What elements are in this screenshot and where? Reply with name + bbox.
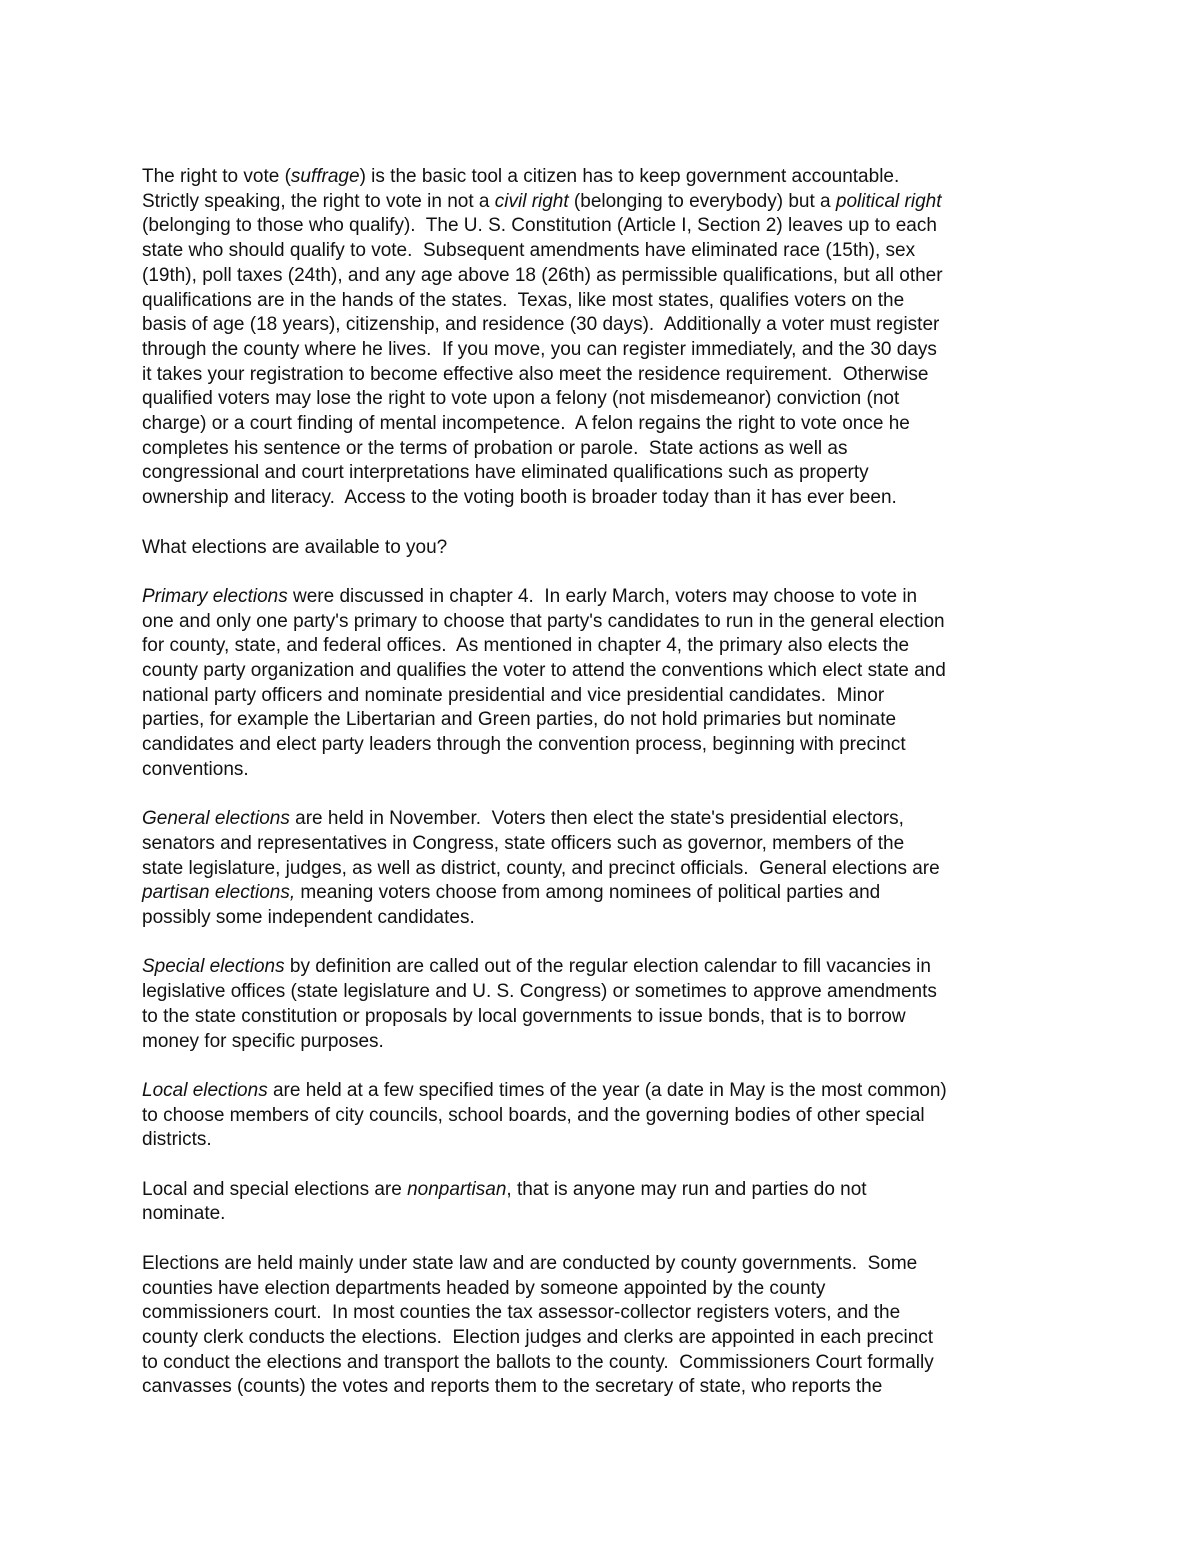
text-line	[142, 610, 1072, 635]
text-line	[142, 437, 1072, 462]
text-run: counties have election departments headed by someone appointed by the county	[142, 1277, 826, 1299]
text-run: it takes your registration to become effective also meet the residence requirement. Otherwise	[142, 363, 929, 385]
text-line	[142, 1104, 1072, 1129]
text-line	[142, 807, 1072, 832]
text-line	[142, 1178, 1072, 1203]
text-run: congressional and court interpretations have eliminated qualifications such as property	[142, 462, 869, 484]
text-run: Elections are held mainly under state law and are conducted by county governments. Some	[142, 1252, 918, 1274]
text-line	[142, 585, 1072, 610]
text-line	[142, 1351, 1072, 1376]
text-run: districts.	[142, 1129, 212, 1151]
text-run: basis of age (18 years), citizenship, and residence (30 days). Additionally a voter must register	[142, 314, 940, 336]
text-line	[142, 363, 1072, 388]
text-line	[142, 634, 1072, 659]
text-line	[142, 758, 1072, 783]
text-line	[142, 1005, 1072, 1030]
italic-term: Primary elections	[142, 585, 288, 607]
text-line	[142, 264, 1072, 289]
text-run: were discussed in chapter 4. In early March, voters may choose to vote in	[287, 585, 918, 607]
text-run: nominate.	[142, 1203, 226, 1225]
text-line	[142, 684, 1072, 709]
text-line	[142, 857, 1072, 882]
text-run: (belonging to those who qualify). The U. S. Constitution (Article I, Section 2) leaves up to each	[142, 215, 937, 237]
italic-term: Local elections	[142, 1079, 268, 1101]
text-run: (19th), poll taxes (24th), and any age above 18 (26th) as permissible qualifications, but all other	[142, 264, 943, 286]
paragraph	[142, 807, 1072, 931]
text-line	[142, 412, 1072, 437]
text-run: ownership and literacy. Access to the voting booth is broader today than it has ever been.	[142, 487, 897, 509]
text-run: charge) or a court finding of mental incompetence. A felon regains the right to vote once he	[142, 413, 910, 435]
text-run: county party organization and qualifies the voter to attend the conventions which elect state and	[142, 660, 946, 682]
text-line	[142, 1375, 1072, 1400]
text-line	[142, 387, 1072, 412]
text-line	[142, 733, 1072, 758]
text-run: through the county where he lives. If you move, you can register immediately, and the 30 days	[142, 338, 937, 360]
text-line	[142, 1202, 1072, 1227]
text-run: by definition are called out of the regular election calendar to fill vacancies in	[284, 956, 931, 978]
paragraph	[142, 536, 1072, 561]
text-line	[142, 338, 1072, 363]
text-run: state who should qualify to vote. Subsequent amendments have eliminated race (15th), sex	[142, 240, 916, 262]
text-line	[142, 190, 1072, 215]
text-run: conventions.	[142, 758, 249, 780]
text-run: Strictly speaking, the right to vote in not a	[142, 190, 495, 212]
text-run: ) is the basic tool a citizen has to keep government accountable.	[359, 166, 900, 187]
text-run: completes his sentence or the terms of probation or parole. State actions as well as	[142, 437, 848, 459]
text-run: are held at a few specified times of the year (a date in May is the most common)	[267, 1079, 947, 1101]
text-run: qualified voters may lose the right to vote upon a felony (not misdemeanor) conviction (not	[142, 388, 900, 410]
text-line	[142, 313, 1072, 338]
italic-term: civil right	[494, 190, 569, 212]
text-run: county clerk conducts the elections. Election judges and clerks are appointed in each precinct	[142, 1326, 934, 1348]
text-line	[142, 214, 1072, 239]
text-run: are held in November. Voters then elect the state's presidential electors,	[289, 808, 904, 830]
text-line	[142, 659, 1072, 684]
text-line	[142, 1326, 1072, 1351]
document-page	[142, 165, 1072, 1425]
italic-term: nonpartisan	[407, 1178, 507, 1200]
text-line	[142, 1128, 1072, 1153]
text-run: candidates and elect party leaders through the convention process, beginning with precinct	[142, 734, 906, 756]
text-run: The right to vote (	[142, 166, 291, 187]
italic-term: political right	[835, 190, 942, 212]
paragraph	[142, 1178, 1072, 1227]
italic-term: suffrage	[290, 166, 360, 187]
paragraph	[142, 585, 1072, 783]
text-run: to choose members of city councils, school boards, and the governing bodies of other special	[142, 1104, 925, 1126]
paragraph	[142, 1079, 1072, 1153]
italic-term: Special elections	[142, 956, 285, 978]
text-run: commissioners court. In most counties the tax assessor-collector registers voters, and the	[142, 1302, 901, 1324]
text-run: What elections are available to you?	[142, 536, 448, 558]
text-line	[142, 708, 1072, 733]
paragraph	[142, 1252, 1072, 1400]
text-run: (belonging to everybody) but a	[568, 190, 836, 212]
text-run: possibly some independent candidates.	[142, 907, 475, 929]
text-line	[142, 1277, 1072, 1302]
text-line	[142, 165, 1072, 190]
text-line	[142, 461, 1072, 486]
text-line	[142, 832, 1072, 857]
paragraph	[142, 955, 1072, 1054]
text-run: , that is anyone may run and parties do not	[506, 1178, 867, 1200]
text-run: to the state constitution or proposals by local governments to issue bonds, that is to borrow	[142, 1005, 906, 1027]
text-run: parties, for example the Libertarian and Green parties, do not hold primaries but nominate	[142, 709, 897, 731]
text-line	[142, 486, 1072, 511]
text-run: senators and representatives in Congress, state officers such as governor, members of the	[142, 832, 905, 854]
text-run: for county, state, and federal offices. As mentioned in chapter 4, the primary also elects the	[142, 635, 910, 657]
text-line	[142, 536, 1072, 561]
text-line	[142, 1030, 1072, 1055]
text-run: state legislature, judges, as well as district, county, and precinct officials. General elections are	[142, 857, 940, 879]
text-run: one and only one party's primary to choose that party's candidates to run in the general election	[142, 610, 945, 632]
text-run: qualifications are in the hands of the states. Texas, like most states, qualifies voters on the	[142, 289, 905, 311]
italic-term: partisan elections,	[142, 882, 296, 904]
paragraph	[142, 165, 1072, 511]
text-line	[142, 289, 1072, 314]
text-line	[142, 906, 1072, 931]
text-run: legislative offices (state legislature and U. S. Congress) or sometimes to approve amendments	[142, 981, 937, 1003]
text-line	[142, 881, 1072, 906]
text-run: to conduct the elections and transport the ballots to the county. Commissioners Court formally	[142, 1351, 934, 1373]
italic-term: General elections	[142, 808, 290, 830]
text-run: national party officers and nominate presidential and vice presidential candidates. Minor	[142, 684, 885, 706]
text-run: canvasses (counts) the votes and reports them to the secretary of state, who reports the	[142, 1376, 883, 1398]
text-line	[142, 1252, 1072, 1277]
text-line	[142, 239, 1072, 264]
text-run: Local and special elections are	[142, 1178, 408, 1200]
text-line	[142, 1079, 1072, 1104]
text-run: meaning voters choose from among nominees of political parties and	[295, 882, 881, 904]
text-run: money for specific purposes.	[142, 1030, 384, 1052]
text-line	[142, 1301, 1072, 1326]
text-line	[142, 955, 1072, 980]
text-line	[142, 980, 1072, 1005]
